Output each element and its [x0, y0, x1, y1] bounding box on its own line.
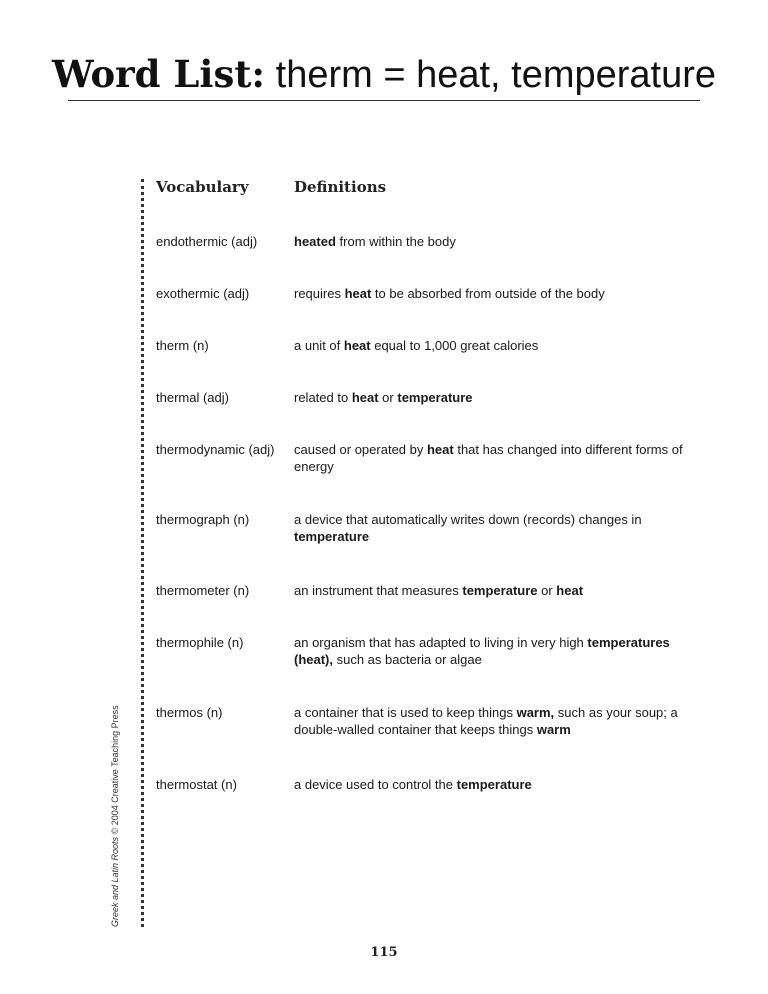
- vocabulary-term: thermos (n): [156, 705, 223, 720]
- definition-keyword: temperature: [456, 777, 532, 792]
- definition-text: [294, 285, 694, 302]
- definition-keyword: heat: [426, 442, 454, 457]
- vocabulary-term: thermostat (n): [156, 777, 237, 792]
- definition-segment: related to: [294, 390, 352, 405]
- dotted-margin-rule: [141, 179, 144, 927]
- definition-text: [294, 511, 694, 545]
- definition-text: [294, 776, 694, 793]
- definition-segment: such as bacteria or algae: [333, 652, 482, 667]
- definition-segment: caused or operated by: [294, 442, 427, 457]
- definition-keyword: warm,: [516, 705, 555, 720]
- definition-segment: an instrument that measures: [294, 583, 463, 598]
- definition-segment: a container that is used to keep things: [294, 705, 517, 720]
- definition-text: [294, 704, 694, 738]
- definition-segment: requires: [294, 286, 345, 301]
- definition-segment: a unit of: [294, 338, 344, 353]
- definition-keyword: heated: [294, 234, 336, 249]
- credit-book-title: Greek and Latin Roots: [110, 836, 120, 927]
- definition-segment: equal to 1,000 great calories: [370, 338, 539, 353]
- vocabulary-term: endothermic (adj): [156, 234, 258, 249]
- definition-segment: or: [537, 583, 557, 598]
- definition-segment: a device used to control the: [294, 777, 457, 792]
- definition-text: [294, 337, 694, 354]
- definition-segment: to be absorbed from outside of the body: [371, 286, 605, 301]
- definition-text: [294, 233, 694, 250]
- definition-text: [294, 441, 694, 475]
- vocabulary-term: therm (n): [156, 338, 209, 353]
- definition-keyword: heat: [556, 583, 584, 598]
- definition-segment: from within the body: [335, 234, 456, 249]
- definition-keyword: temperatures (heat),: [294, 635, 670, 667]
- definition-keyword: temperature: [294, 529, 370, 544]
- definition-segment: or: [378, 390, 398, 405]
- definition-keyword: heat: [343, 338, 371, 353]
- vocabulary-term: thermometer (n): [156, 583, 250, 598]
- credit-publisher: © 2004 Creative Teaching Press: [110, 705, 120, 837]
- definition-keyword: heat: [344, 286, 372, 301]
- copyright-credit: [110, 705, 120, 927]
- page-title: [0, 52, 768, 97]
- vocabulary-term: thermograph (n): [156, 512, 250, 527]
- vocabulary-term: thermodynamic (adj): [156, 442, 275, 457]
- vocabulary-term: thermal (adj): [156, 390, 229, 405]
- definition-text: [294, 634, 694, 668]
- definition-keyword: warm: [536, 722, 571, 737]
- vocabulary-header: Vocabulary: [156, 178, 249, 196]
- definition-keyword: temperature: [397, 390, 473, 405]
- vocabulary-term: exothermic (adj): [156, 286, 250, 301]
- definition-segment: a device that automatically writes down (records) changes in: [294, 512, 642, 527]
- definition-segment: that has changed into different forms of energy: [294, 442, 683, 474]
- title-topic: therm = heat, temperature: [265, 54, 717, 96]
- definition-keyword: heat: [351, 390, 379, 405]
- definition-segment: an organism that has adapted to living in very high: [294, 635, 588, 650]
- page-number: 115: [370, 945, 398, 960]
- definition-text: [294, 389, 694, 406]
- vocabulary-term: thermophile (n): [156, 635, 244, 650]
- definition-text: [294, 582, 694, 599]
- definition-keyword: temperature: [462, 583, 538, 598]
- definition-segment: such as your soup; a double-walled container that keeps things: [294, 705, 678, 737]
- title-label: Word List:: [51, 52, 266, 96]
- title-underline: [68, 100, 700, 101]
- definitions-header: Definitions: [294, 178, 387, 196]
